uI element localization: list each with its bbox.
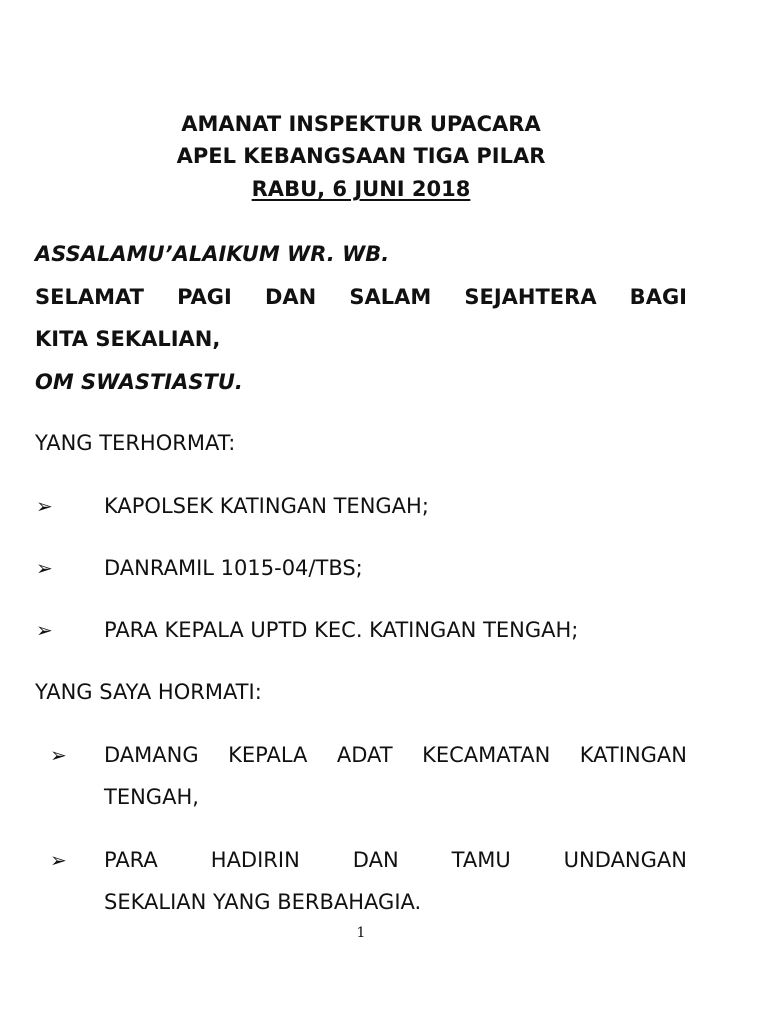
bullet-arrow-icon: ➢	[36, 494, 53, 518]
list-item-kapolsek: KAPOLSEK KATINGAN TENGAH;	[104, 494, 429, 518]
title-date-text: RABU, 6 JUNI 2018	[251, 177, 471, 201]
list-item-damang-line-2: TENGAH,	[104, 785, 199, 809]
bullet-arrow-icon: ➢	[36, 618, 53, 642]
list-item-kepala-uptd: PARA KEPALA UPTD KEC. KATINGAN TENGAH;	[104, 618, 579, 642]
greeting-om-swastiastu: OM SWASTIASTU.	[35, 370, 243, 394]
page-number: 1	[356, 925, 366, 941]
bullet-arrow-icon: ➢	[36, 556, 53, 580]
greeting-selamat-pagi-line-2: KITA SEKALIAN,	[35, 327, 221, 351]
title-line-2	[0, 143, 722, 169]
list-item-damang-line-1: DAMANG KEPALA ADAT KECAMATAN KATINGAN	[104, 743, 687, 767]
list-item-hadirin-line-2: SEKALIAN YANG BERBAHAGIA.	[104, 890, 422, 914]
title-text-1: AMANAT INSPEKTUR UPACARA	[181, 112, 541, 136]
list-item-hadirin-line-1: PARA HADIRIN DAN TAMU UNDANGAN	[104, 848, 687, 872]
heading-yang-saya-hormati: YANG SAYA HORMATI:	[35, 680, 262, 704]
greeting-selamat-pagi-line-1: SELAMAT PAGI DAN SALAM SEJAHTERA BAGI	[35, 285, 687, 309]
heading-yang-terhormat: YANG TERHORMAT:	[35, 431, 236, 455]
title-date	[0, 176, 722, 202]
list-item-danramil: DANRAMIL 1015-04/TBS;	[104, 556, 363, 580]
title-text-2: APEL KEBANGSAAN TIGA PILAR	[176, 144, 546, 168]
greeting-assalamualaikum: ASSALAMU’ALAIKUM WR. WB.	[35, 242, 390, 266]
bullet-arrow-icon: ➢	[50, 848, 67, 872]
title-line-1	[0, 111, 722, 137]
bullet-arrow-icon: ➢	[50, 743, 67, 767]
